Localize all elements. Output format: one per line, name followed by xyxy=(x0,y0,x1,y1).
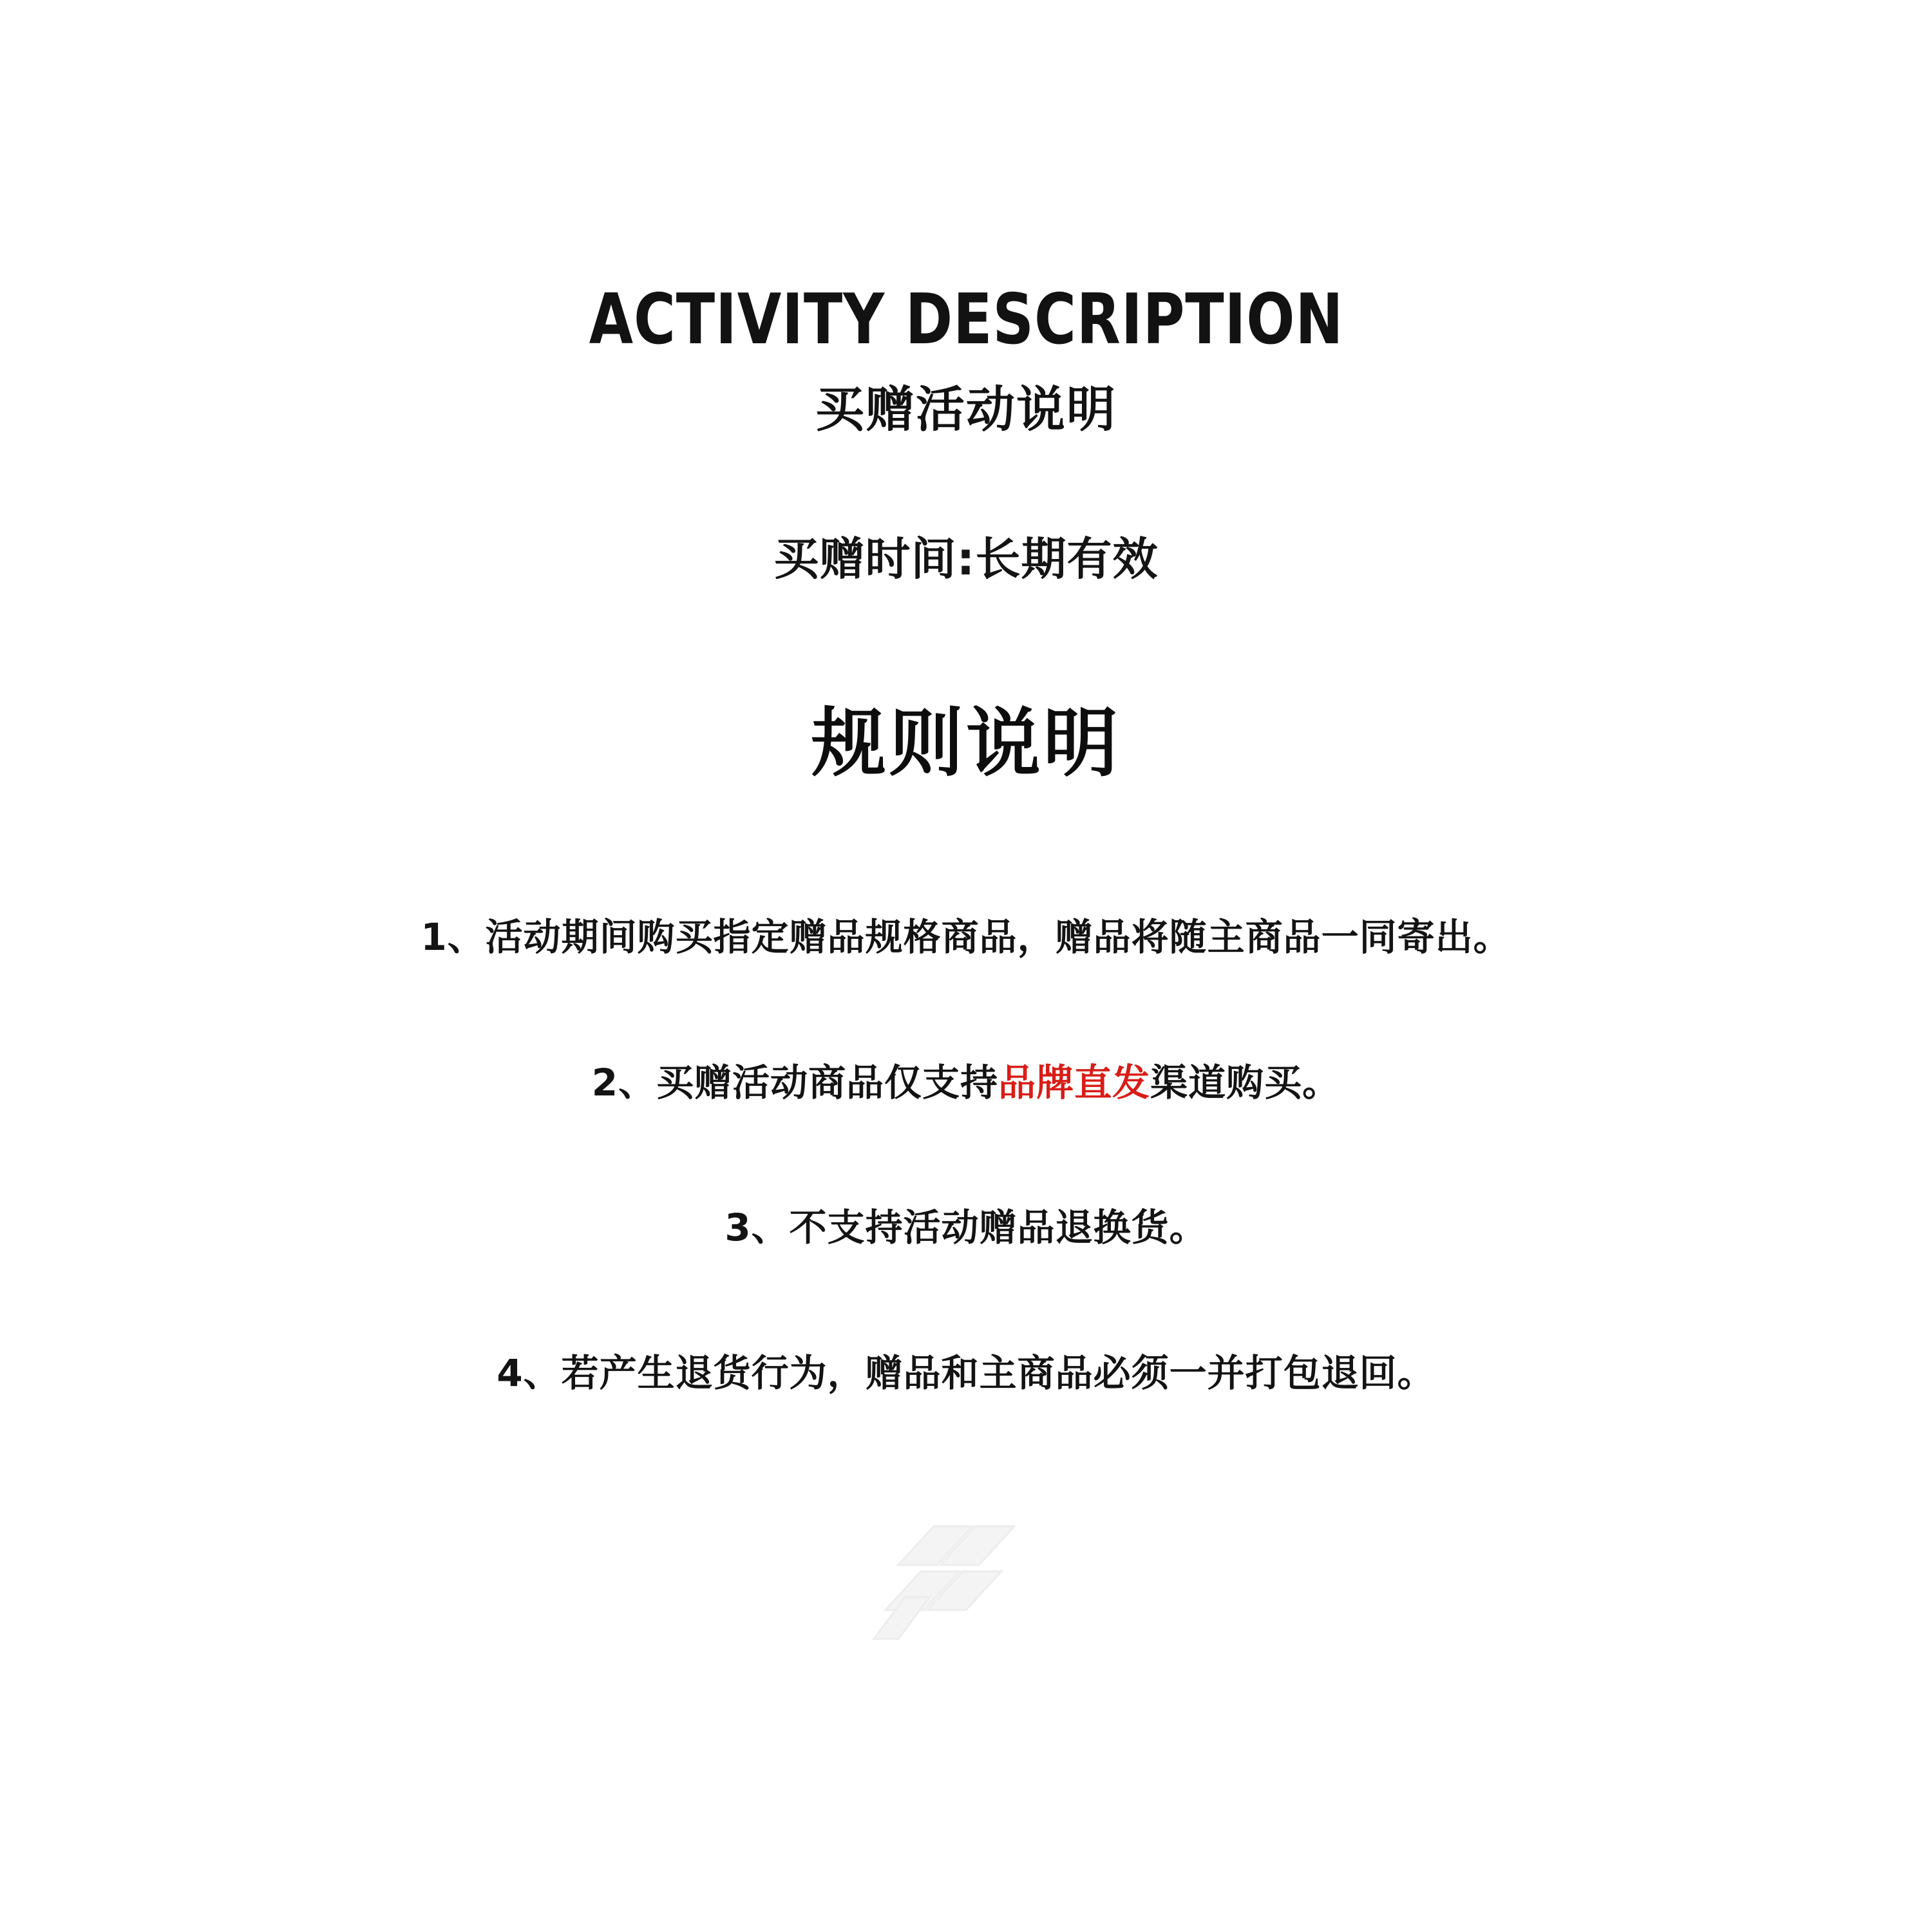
activity-period-text: 买赠时间:长期有效 xyxy=(773,533,1159,586)
rule-2-highlight: 品牌直发 xyxy=(998,1060,1151,1104)
rule-item-1: 1、活动期间购买指定赠品规格商品，赠品将随主商品一同寄出。 xyxy=(421,915,1511,960)
rule-item-4: 4、若产生退货行为，赠品和主商品必须一并打包退回。 xyxy=(497,1350,1435,1395)
rule-2-suffix: 渠道购买。 xyxy=(1150,1060,1341,1104)
rules-list xyxy=(193,913,1739,1397)
rule-item-3: 3、不支持活动赠品退换货。 xyxy=(724,1206,1208,1250)
section-title-rules: 规则说明 xyxy=(811,700,1121,788)
page-title-en: ACTIVITY DESCRIPTION xyxy=(589,279,1343,360)
brand-logo-watermark-icon xyxy=(860,1501,1072,1655)
rule-2-prefix: 2、买赠活动商品仅支持 xyxy=(591,1060,999,1104)
rule-item-2 xyxy=(592,1059,1340,1107)
page-title-cn: 买赠活动说明 xyxy=(815,381,1117,439)
